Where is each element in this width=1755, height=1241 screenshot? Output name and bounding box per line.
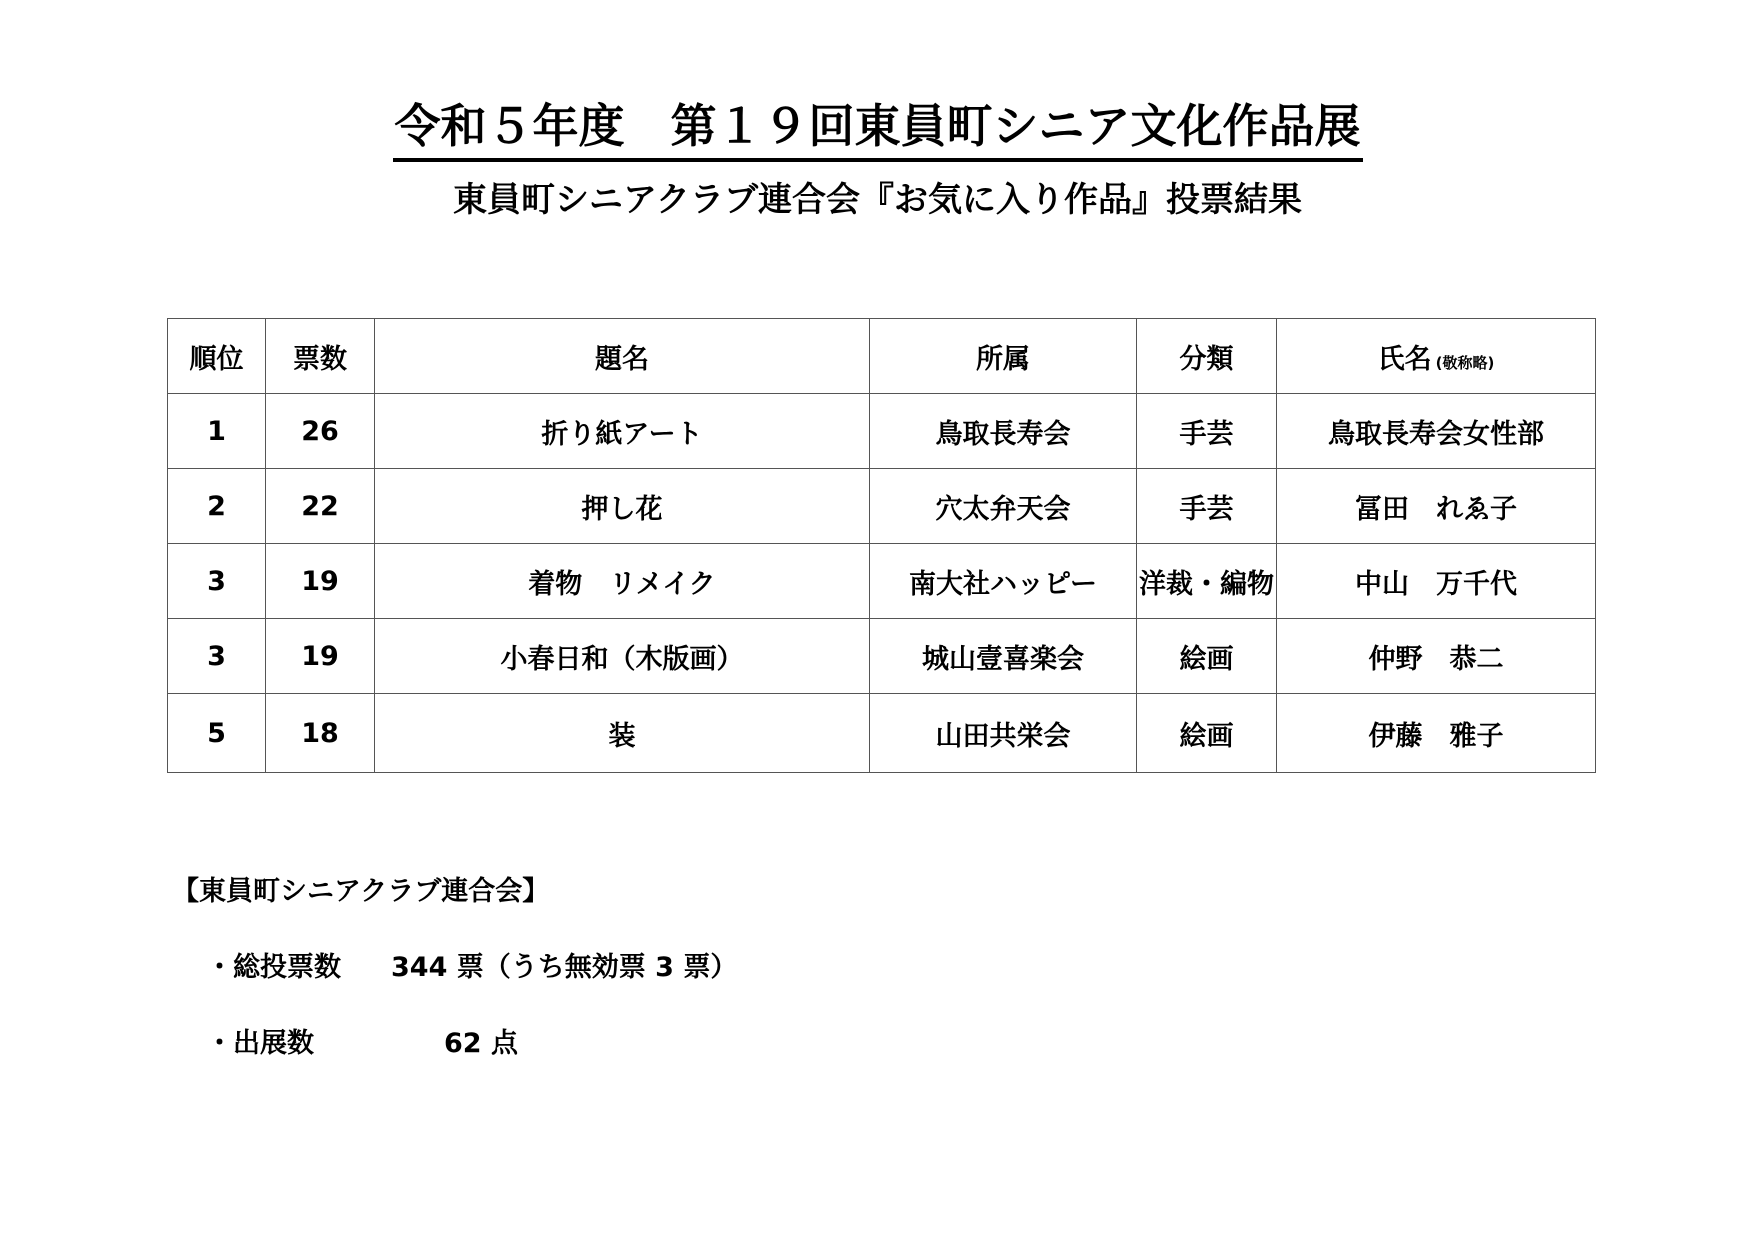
cell-name: 仲野 恭二 (1277, 619, 1596, 694)
cell-work-title: 押し花 (375, 469, 870, 544)
cell-name: 中山 万千代 (1277, 544, 1596, 619)
cell-affiliation: 山田共栄会 (870, 694, 1137, 773)
table-row (168, 694, 1596, 773)
document-subtitle: 東員町シニアクラブ連合会『お気に入り作品』投票結果 (453, 180, 1302, 220)
total-votes-label: ・総投票数 (206, 952, 341, 983)
cell-affiliation: 城山壹喜楽会 (870, 619, 1137, 694)
total-votes-value: 344 票（うち無効票 3 票） (391, 952, 738, 983)
header-work-title: 題名 (375, 319, 870, 394)
cell-rank: 2 (168, 469, 266, 544)
cell-name: 伊藤 雅子 (1277, 694, 1596, 773)
header-affiliation: 所属 (870, 319, 1137, 394)
table-row (168, 469, 1596, 544)
results-table (167, 318, 1596, 773)
cell-work-title: 着物 リメイク (375, 544, 870, 619)
header-name-label: 氏名 (1377, 343, 1432, 375)
exhibits-value: 62 点 (444, 1028, 518, 1059)
document-title (0, 96, 1755, 162)
cell-category: 洋裁・編物 (1137, 544, 1277, 619)
cell-votes: 22 (266, 469, 375, 544)
cell-category: 絵画 (1137, 694, 1277, 773)
cell-rank: 1 (168, 394, 266, 469)
header-votes: 票数 (266, 319, 375, 394)
cell-affiliation: 穴太弁天会 (870, 469, 1137, 544)
document-title-text: 令和５年度 第１９回東員町シニア文化作品展 (393, 96, 1363, 162)
organization-heading: 【東員町シニアクラブ連合会】 (172, 876, 550, 907)
cell-category: 絵画 (1137, 619, 1277, 694)
header-rank: 順位 (168, 319, 266, 394)
cell-affiliation: 南大社ハッピー (870, 544, 1137, 619)
header-category: 分類 (1137, 319, 1277, 394)
header-name (1277, 319, 1596, 394)
cell-votes: 19 (266, 619, 375, 694)
cell-rank: 3 (168, 619, 266, 694)
table-row (168, 544, 1596, 619)
header-name-note: (敬称略) (1435, 353, 1495, 372)
total-votes-line (206, 950, 737, 986)
cell-work-title: 小春日和（木版画） (375, 619, 870, 694)
cell-work-title: 折り紙アート (375, 394, 870, 469)
cell-rank: 3 (168, 544, 266, 619)
cell-category: 手芸 (1137, 394, 1277, 469)
cell-votes: 19 (266, 544, 375, 619)
cell-affiliation: 鳥取長寿会 (870, 394, 1137, 469)
cell-work-title: 装 (375, 694, 870, 773)
cell-name: 冨田 れゑ子 (1277, 469, 1596, 544)
cell-category: 手芸 (1137, 469, 1277, 544)
exhibits-label: ・出展数 (206, 1028, 314, 1059)
table-row (168, 619, 1596, 694)
table-row (168, 394, 1596, 469)
exhibits-line (206, 1026, 518, 1062)
cell-rank: 5 (168, 694, 266, 773)
cell-votes: 18 (266, 694, 375, 773)
table-header-row (168, 319, 1596, 394)
cell-votes: 26 (266, 394, 375, 469)
cell-name: 鳥取長寿会女性部 (1277, 394, 1596, 469)
